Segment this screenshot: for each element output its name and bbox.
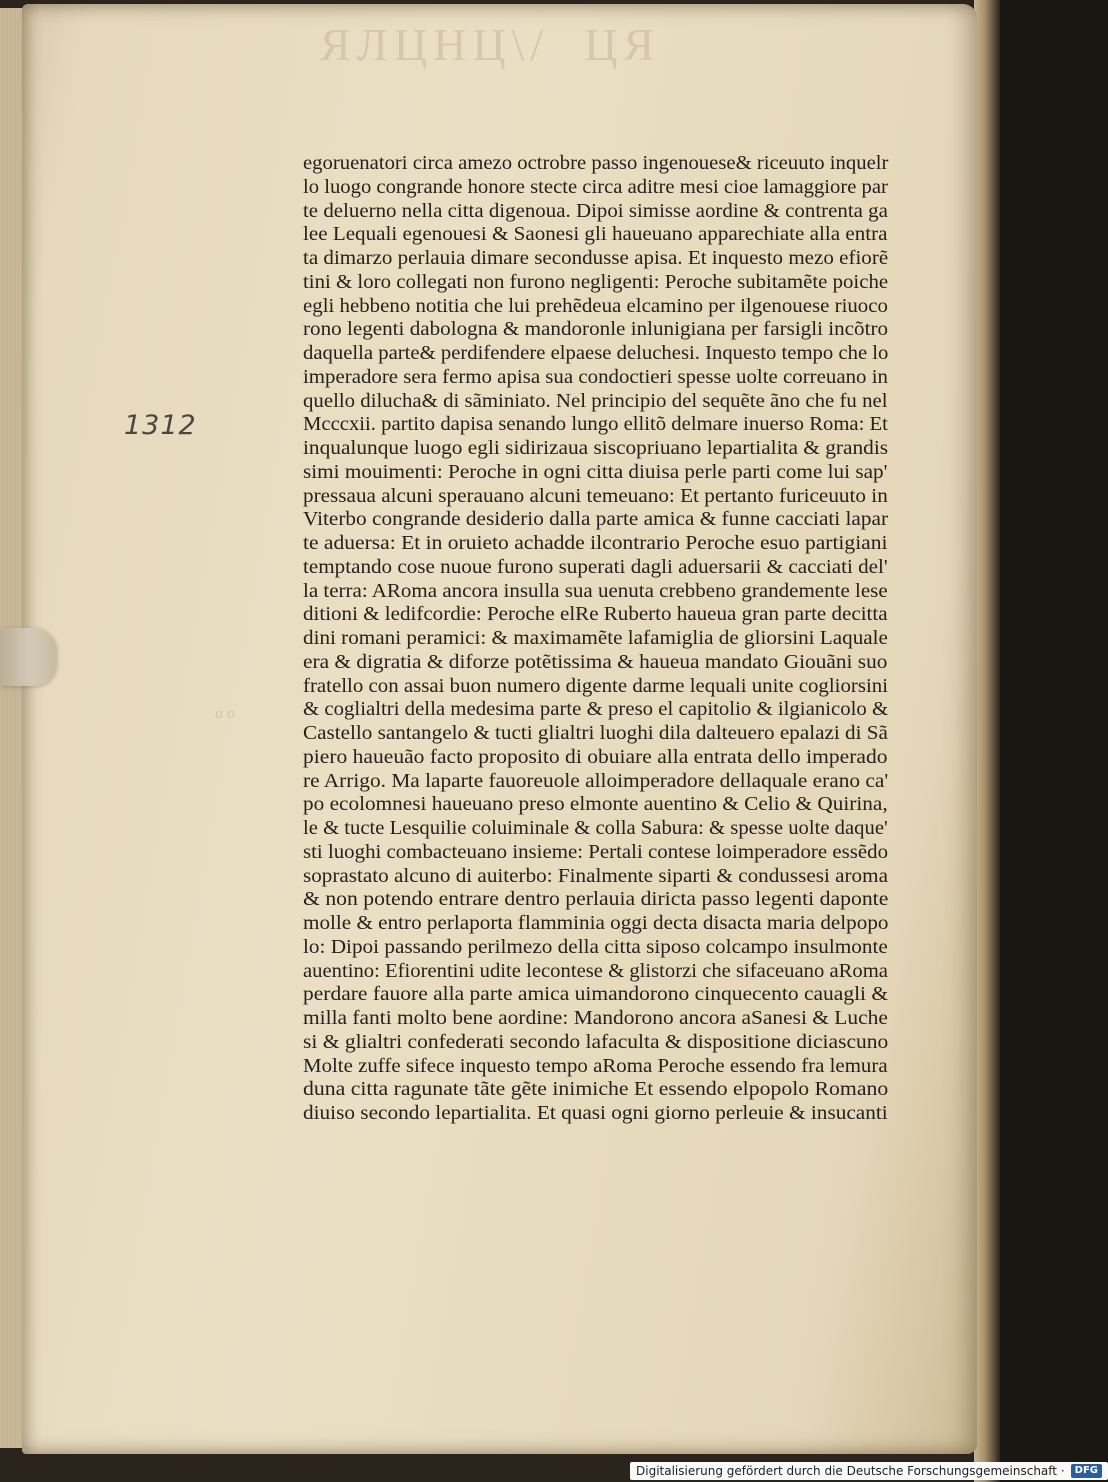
text-line: re Arrigo. Ma laparte fauoreuole alloimperadore dellaquale erano ca': [303, 770, 889, 792]
text-line: lo: Dipoi passando perilmezo della citta siposo colcampo insulmonte: [303, 936, 888, 958]
text-line: Mcccxii. partito dapisa senando lungo ellitõ delmare inuerso Roma: Et: [303, 414, 888, 436]
text-line: po ecolomnesi haueuano preso elmonte auentino & Celio & Quirina,: [303, 794, 888, 816]
text-line: dini romani peramici: & maximamẽte lafamiglia de gliorsini Laquale: [303, 628, 888, 649]
text-line: & coglialtri della medesima parte & preso el capitolio & ilgianicolo &: [303, 699, 889, 721]
right-page-edge: [974, 0, 1000, 1482]
text-line: lo luogo congrande honore stecte circa aditre mesi cioe lamaggiore par: [303, 176, 888, 198]
text-line: piero haueuão facto proposito di obuiare alla entrata dello imperado: [303, 746, 888, 768]
text-line: inqualunque luogo egli sidirizaua siscopriuano lepartialita & grandis: [303, 438, 889, 459]
text-line: egoruenatori circa amezo octrobre passo ingenouese& riceuuto inquelr: [303, 153, 889, 174]
main-text-block: [303, 152, 888, 1126]
text-line: ditioni & ledifcordie: Peroche elRe Ruberto haueua gran parte decitta: [303, 604, 888, 626]
text-line: le & tucte Lesquilie coluiminale & colla Sabura: & spesse uolte daque': [303, 818, 888, 839]
text-line: egli hebbeno notitia che lui prehẽdeua elcamino per ilgenouese riuoco: [303, 295, 888, 317]
text-line: auentino: Efiorentini udite lecontese & glistorzi che sifaceuano aRoma: [303, 960, 888, 982]
text-line: era & digratia & diforze potẽtissima & haueua mandato Giouãni suo: [303, 651, 888, 673]
text-line: fratello con assai buon numero digente darme lequali unite cogliorsini: [303, 675, 889, 697]
bookmark-tab: [0, 628, 56, 686]
text-line: milla fanti molto bene aordine: Mandorono ancora aSanesi & Luche: [303, 1008, 888, 1029]
text-line: imperadore sera fermo apisa sua condoctieri spesse uolte correuano in: [303, 366, 888, 388]
text-line: perdare fauore alla parte amica uimandorono cinquecento cauagli &: [303, 984, 889, 1006]
text-line: Castello santangelo & tucti glialtri luoghi dila dalteuero epalazi di Sã: [303, 723, 888, 744]
text-line: molle & entro perlaporta flamminia oggi decta disacta maria delpopo: [303, 913, 889, 934]
text-line: Viterbo congrande desiderio dalla parte amica & funne cacciati lapar: [303, 509, 889, 531]
text-line: tini & loro collegati non furono negligenti: Peroche subitamẽte poiche: [303, 271, 889, 293]
text-line: quello diluchа& di sãminiato. Nel principio del sequẽte ãno che fu nel: [303, 390, 888, 412]
text-line: lee Lequali egenouesi & Saonesi gli haueuano apparechiate alla entra: [303, 224, 888, 246]
bleed-through-note: a o: [215, 705, 235, 722]
text-line: temptando cose nuoue furono superati dagli aduersarii & cacciati del': [303, 556, 888, 578]
margin-annotation: 1312: [124, 410, 197, 441]
text-line: te deluerno nella citta digenoua. Dipoi simisse aordine & contrenta ga: [303, 200, 888, 222]
text-line: pressaua alcuni sperauano alcuni temeuano: Et pertanto furiceuuto in: [303, 485, 888, 507]
bleed-through-heading: ЯЛЦНЦ\/ ЦЯ: [320, 19, 661, 70]
text-line: rono legenti dabologna & mandoronle inlunigiana per farsigli incõtro: [303, 319, 889, 341]
text-line: simi mouimenti: Peroche in ogni citta diuisa perle parti come lui sap': [303, 461, 888, 483]
text-line: duna citta ragunate tãte gẽte inimiche Et essendo elpopolo Romano: [303, 1079, 889, 1101]
text-line: Molte zuffe sifece inquesto tempo aRoma Peroche essendo fra lemura: [303, 1055, 888, 1077]
text-line: si & glialtri confederati secondo lafaculta & dispositione diciascuno: [303, 1031, 889, 1053]
text-line: soprastato alcuno di auiterbo: Finalmente siparti & condussesi aroma: [303, 865, 888, 887]
text-line: diuiso secondo lepartialita. Et quasi ogni giorno perleuie & insucanti: [303, 1103, 888, 1124]
text-line: ta dimarzo perlauia dimare secondusse apisa. Et inquesto mezo efiorẽ: [303, 248, 889, 269]
digitization-credit: [630, 1462, 1108, 1480]
text-line: sti luoghi combacteuano insieme: Pertali contese loimperadore essẽdo: [303, 841, 889, 863]
text-line: te aduersa: Et in oruieto achadde ilcontrario Peroche esuo partigiani: [303, 533, 888, 554]
credit-text: Digitalisierung gefördert durch die Deutsche Forschungsgemeinschaft ·: [636, 1464, 1065, 1478]
dfg-logo: DFG: [1071, 1464, 1102, 1478]
text-line: & non potendo entrare dentro perlauia diricta passo legenti daponte: [303, 889, 889, 911]
text-line: la terra: ARoma ancora insulla sua uenuta crebbeno grandemente lese: [303, 580, 888, 602]
text-line: daquella parte& perdifendere elpaese deluchesi. Inquesto tempo che lo: [303, 343, 889, 364]
